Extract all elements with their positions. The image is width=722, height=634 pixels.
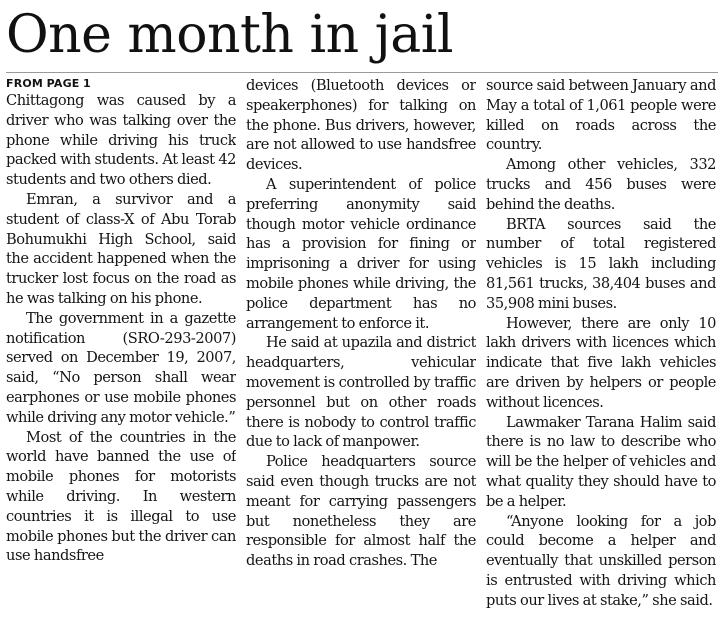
headline-rule [6, 72, 718, 73]
paragraph: He said at upazila and district headquarters, vehicular movement is controlled by traffic personnel but on other roads there is nobody to control traffic due to lack of manpower. [246, 334, 476, 451]
paragraph: Lawmaker Tarana Halim said there is no law to describe who will be the helper of vehicles and what quality they should have to be a helper. [486, 413, 716, 510]
paragraph: Chittagong was caused by a driver who was talking over the phone while driving his truck packed with students. At least 42 students and two others died. [6, 92, 236, 189]
paragraph: devices (Bluetooth devices or speakerphones) for talking on the phone. Bus drivers, however, are not allowed to use handsfree devices. [246, 77, 476, 174]
column-gutter [236, 76, 246, 632]
column-2 [246, 76, 476, 632]
paragraph: Most of the countries in the world have banned the use of mobile phones for motorists while driving. In western countries it is illegal to use mobile phones but the driver can use handsfree [6, 428, 236, 565]
column-1 [6, 76, 236, 632]
paragraph: A superintendent of police preferring anonymity said though motor vehicle ordinance has a provision for fining or imprisoning a driver for using mobile phones while driving, the police department has no arrangement to enforce it. [246, 175, 476, 332]
paragraph: BRTA sources said the number of total registered vehicles is 15 lakh including 81,561 trucks, 38,404 buses and 35,908 mini buses. [486, 215, 716, 312]
paragraph: However, there are only 10 lakh drivers with licences which indicate that five lakh vehicles are driven by helpers or people without licences. [486, 314, 716, 411]
paragraph: source said between January and May a total of 1,061 people were killed on roads across the country. [486, 77, 716, 154]
jump-label: FROM PAGE 1 [6, 77, 91, 90]
column-gutter [476, 76, 486, 632]
headline: One month in jail [6, 5, 453, 65]
paragraph: Emran, a survivor and a student of class-X of Abu Torab Bohumukhi High School, said the accident happened when the trucker lost focus on the road as he was talking on his phone. [6, 190, 236, 307]
column-3 [486, 76, 716, 632]
article-body [6, 76, 718, 632]
paragraph: “Anyone looking for a job could become a helper and eventually that unskilled person is entrusted with driving which puts our lives at stake,” she said. [486, 512, 716, 609]
paragraph: Among other vehicles, 332 trucks and 456 buses were behind the deaths. [486, 156, 716, 213]
paragraph: Police headquarters source said even though trucks are not meant for carrying passengers but nonetheless they are responsible for almost half the deaths in road crashes. The [246, 453, 476, 570]
paragraph: The government in a gazette notification (SRO-293-2007) served on December 19, 2007, said, “No person shall wear earphones or use mobile phones while driving any motor vehicle.” [6, 309, 236, 426]
